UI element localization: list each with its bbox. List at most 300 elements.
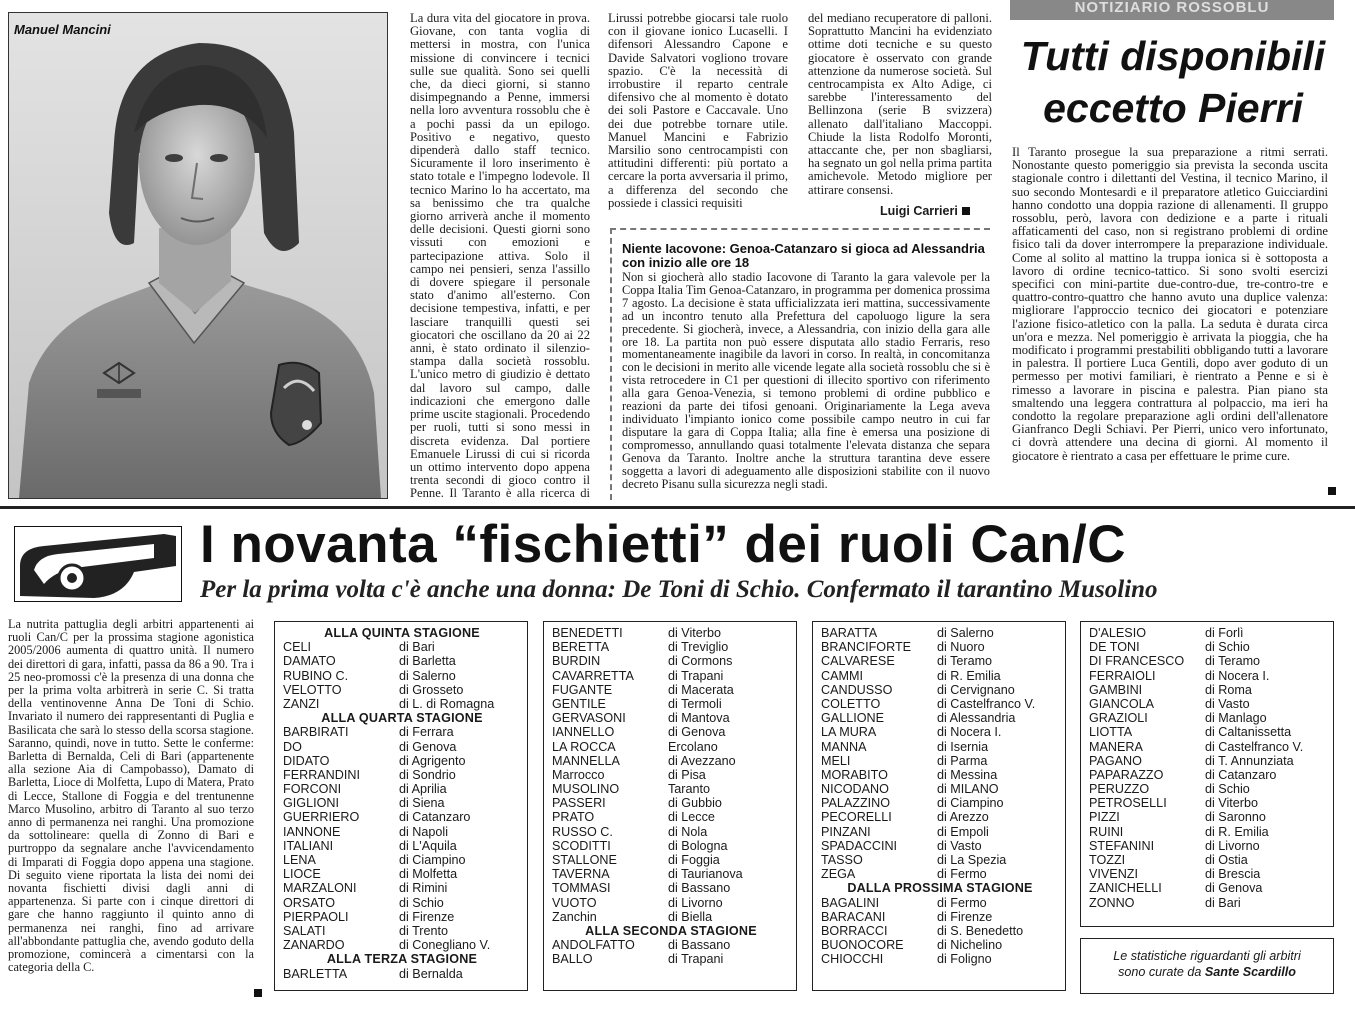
referee-town: di Barletta	[399, 654, 456, 669]
referee-name: BRANCIFORTE	[821, 640, 912, 655]
referee-name: LIOCE	[283, 867, 321, 882]
referee-row	[283, 839, 521, 853]
referee-name: MARZALONI	[283, 881, 357, 896]
referee-name: ORSATO	[283, 895, 336, 910]
referee-town: di Pisa	[668, 767, 706, 782]
referee-town: di Trapani	[668, 952, 724, 967]
referee-name: BENEDETTI	[552, 626, 623, 640]
referee-town: di Treviglio	[668, 640, 729, 655]
referee-name: DAMATO	[283, 654, 336, 669]
referee-town: di Catanzaro	[1205, 767, 1277, 782]
referee-row	[283, 683, 521, 697]
section-divider	[0, 506, 1355, 509]
referee-name: CANDUSSO	[821, 682, 893, 697]
referee-town: Taranto	[668, 782, 711, 797]
referee-row	[1089, 768, 1327, 782]
referee-row	[1089, 669, 1327, 683]
referee-town: di Manlago	[1205, 711, 1267, 726]
referee-name: IANNONE	[283, 824, 341, 839]
referee-town: di Isernia	[937, 739, 989, 754]
referee-name: LENA	[283, 853, 316, 867]
referee-town: di Forlì	[1205, 626, 1244, 640]
referee-town: di Ciampino	[937, 796, 1004, 811]
right-article-text: Il Taranto prosegue la sua preparazione a ritmi serrati. Nonostante questo pomeriggio sia prevista la seconda uscita stagionale contro i dilettanti del Vestina, il tecnico Marino, il suo secondo Montesardi e il preparatore atletico Guicciardini hanno condotto una doppia razione di allenamenti. Il gruppo rossoblu, però, lavora con dedizione e a parte i rituali affaticamenti del caso, non si registrano problemi di ordine fisico tali da dover interrompere la preparazione individuale. Come al solito al mattino la truppa ionica si è sottoposta a lavoro di ordine tecnico-tattico. Si sono svolti esercizi specifici con mini-partite due-contro-due, tre-contro-tre e quattro-contro-quattro che hanno avuto una duplice valenza: migliorare l'approccio tecnico dei giocatori e potenziare l'azione fisico-atletico con la palla. La seduta è durata circa un'ora e mezza. Nel pomeriggio è arrivata la pioggia, che ha modificato i programmi prestabiliti obbligando tutti a lavorare in palestra. Il portiere Luca Gentili, dopo aver goduto di un permesso per motivi familiari, è rientrato a Penne e si è rimesso a lavorare in piscina e palestra. Pian piano sta smaltendo una leggera contrattura al polpaccio, ma ieri ha condotto la regolare preparazione agli ordini dell'allenatore Gianfranco Degli Schiavi. Per Pierri, unico vero infortunato, ci dovrà attendere una decina di giorni. Al momento il giocatore è rientrato a casa per effettuare le prime cure.	[1012, 146, 1328, 463]
referee-name: DE TONI	[1089, 640, 1140, 655]
referee-name: MANNELLA	[552, 753, 620, 768]
referee-row	[283, 910, 521, 924]
referee-row	[821, 867, 1059, 881]
referee-town: di Schio	[399, 895, 444, 910]
referee-town: di Bologna	[668, 838, 728, 853]
player-photo	[8, 12, 388, 499]
referee-town: Ercolano	[668, 739, 718, 754]
credit-author: Sante Scardillo	[1204, 965, 1296, 979]
referee-row	[821, 711, 1059, 725]
referee-town: di Avezzano	[668, 753, 736, 768]
referee-name: ZANARDO	[283, 938, 345, 953]
referee-name: TOZZI	[1089, 853, 1126, 867]
referee-name: VIVENZI	[1089, 867, 1138, 882]
referee-name: RUBINO C.	[283, 668, 349, 683]
referee-town: di Trapani	[668, 668, 724, 683]
box-title: Niente Iacovone: Genoa-Catanzaro si gioca ad Alessandria con inizio alle ore 18	[622, 241, 985, 270]
referee-town: di Cormons	[668, 654, 733, 669]
referee-row	[552, 740, 790, 754]
referee-town: di Bari	[399, 640, 435, 655]
referee-name: ITALIANI	[283, 838, 334, 853]
referee-row	[821, 754, 1059, 768]
referee-town: di Gubbio	[668, 796, 722, 811]
referee-row	[821, 839, 1059, 853]
referee-name: LA MURA	[821, 725, 877, 740]
referees-subheadline: Per la prima volta c'è anche una donna: De Toni di Schio. Confermato il tarantino Musolino	[200, 576, 1158, 603]
referee-row	[283, 669, 521, 683]
referee-row	[552, 697, 790, 711]
referee-row	[283, 881, 521, 895]
referee-town: di Salerno	[399, 668, 456, 683]
referee-row	[283, 967, 521, 981]
referee-town: di Lecce	[668, 810, 715, 825]
referee-row	[552, 725, 790, 739]
referee-town: di Ferrara	[399, 725, 454, 740]
referee-row	[283, 725, 521, 739]
referee-town: di Castelfranco V.	[1205, 739, 1304, 754]
referee-name: PIZZI	[1089, 810, 1120, 825]
referee-row	[821, 669, 1059, 683]
referee-row	[1089, 740, 1327, 754]
referee-row	[552, 640, 790, 654]
referee-name: PERUZZO	[1089, 782, 1150, 797]
referee-town: di Firenze	[399, 909, 455, 924]
referee-town: di Catanzaro	[399, 810, 471, 825]
referee-name: PINZANI	[821, 824, 871, 839]
referee-row	[283, 896, 521, 910]
referee-row	[821, 924, 1059, 938]
referee-name: IANNELLO	[552, 725, 615, 740]
referee-name: DI FRANCESCO	[1089, 654, 1185, 669]
referee-town: di Bassano	[668, 938, 731, 953]
article-byline	[880, 204, 970, 218]
referee-name: FORCONI	[283, 782, 342, 797]
referee-town: di Trento	[399, 923, 449, 938]
referee-row	[283, 754, 521, 768]
referees-headline: I novanta “fischietti” dei ruoli Can/C	[200, 515, 1127, 574]
list-section-heading: ALLA QUINTA STAGIONE	[324, 626, 480, 640]
referee-name: BORRACCI	[821, 923, 888, 938]
article-column-2: Lirussi potrebbe giocarsi tale ruolo con il giovane ionico Lucaselli. I difensori Alessandro Capone e Davide Salvatori vogliono trovare spazio. C'è la necessità di irrobustire il reparto centrale difensivo che al momento è dotato dei soli Pastore e Caccavale. Uno dei due potrebbe tornare utile. Manuel Mancini e Fabrizio Marsilio sono centrocampisti con attitudini differenti: più portato a cercare la porta avversaria il primo, a differenza del secondo che possiede i classici requisiti	[608, 12, 788, 210]
referee-name: PETROSELLI	[1089, 796, 1167, 811]
referee-town: di MILANO	[937, 782, 999, 797]
referee-row	[1089, 640, 1327, 654]
referee-row	[283, 640, 521, 654]
referee-name: PAPARAZZO	[1089, 767, 1164, 782]
referee-name: CELI	[283, 640, 311, 655]
referee-town: di Napoli	[399, 824, 449, 839]
referee-row	[1089, 782, 1327, 796]
referee-row	[1089, 839, 1327, 853]
referee-town: di Viterbo	[668, 626, 721, 640]
referee-town: di Genova	[399, 739, 457, 754]
referee-town: di Nichelino	[937, 938, 1003, 953]
referee-row	[1089, 626, 1327, 640]
credit-line-2	[1081, 964, 1333, 980]
referee-town: di Empoli	[937, 824, 989, 839]
referee-list-3	[812, 621, 1066, 991]
referee-town: di Livorno	[668, 895, 723, 910]
referee-row	[1089, 853, 1327, 867]
referee-name: BAGALINI	[821, 895, 880, 910]
referee-row	[283, 782, 521, 796]
end-mark-icon	[962, 207, 970, 215]
referee-town: di Mantova	[668, 711, 730, 726]
referee-town: di Nocera I.	[937, 725, 1002, 740]
referee-name: LA ROCCA	[552, 739, 616, 754]
referee-name: RUSSO C.	[552, 824, 613, 839]
referee-name: BARACANI	[821, 909, 886, 924]
referee-name: STALLONE	[552, 853, 617, 867]
referee-town: di Bari	[1205, 895, 1241, 910]
referee-row	[552, 654, 790, 668]
referee-town: di Viterbo	[1205, 796, 1258, 811]
referee-name: TAVERNA	[552, 867, 610, 882]
section-kicker: NOTIZIARIO ROSSOBLU	[1010, 0, 1334, 20]
referee-town: di S. Benedetto	[937, 923, 1024, 938]
referee-name: BALLO	[552, 952, 593, 967]
referee-name: GAMBINI	[1089, 682, 1143, 697]
referee-name: NICODANO	[821, 782, 889, 797]
referee-name: BUONOCORE	[821, 938, 904, 953]
referee-row	[552, 754, 790, 768]
referee-name: PALAZZINO	[821, 796, 891, 811]
referee-name: SPADACCINI	[821, 838, 898, 853]
referee-row	[1089, 711, 1327, 725]
referee-name: FERRANDINI	[283, 767, 360, 782]
referee-row	[1089, 697, 1327, 711]
referee-row	[1089, 683, 1327, 697]
referee-name: ZANZI	[283, 696, 320, 711]
referee-row	[1089, 654, 1327, 668]
referee-name: RUINI	[1089, 824, 1124, 839]
right-headline-line-1: Tutti disponibili	[1020, 33, 1326, 79]
referees-intro-text: La nutrita pattuglia degli arbitri appartenenti ai ruoli Can/C per la prossima stagione agonistica 2005/2006 aumenta di quattro unità. Il numero dei direttori di gara, infatti, passa da 86 a 90. Tra i 25 neo-promossi c'è la presenza di una donna che per la prima volta arbitrerà in serie C. Si tratta della ventinovenne Anna De Toni di Schio. Invariato il numero dei rappresentanti di Puglia e Basilicata che sarà lo stesso della scorsa stagione. Saranno, quindi, nove in tutto. Sette le conferme: Barletta di Bernalda, Celi di Bari (appartenente alla sezione Aia di Campobasso), Damato di Barletta, Lioce di Molfetta, Lupo di Matera, Prato di Lecce, Stallone di Foggia e del trentunenne Marco Musolino, arbitro di Taranto al suo terzo anno di permanenza nei ranghi. Una promozione da sottolineare: quella di Zonno di Bari e purtroppo da segnalare anche l'avvicendamento di Imparati di Foggia dopo appena una stagione. Di seguito viene riportata la lista dei nomi dei novanta fischietti divisi dagli anni di appartenenza. Si parte con i cinque direttori di gare che hanno raggiunto il quinto anno di permanenza nei ranghi, fino ad arrivare all'abbondante pattuglia che, avendo goduto della promozione, comincerà a cimentarsi con la categoria della C.	[8, 618, 254, 974]
referee-name: ZONNO	[1089, 895, 1135, 910]
referee-row	[283, 924, 521, 938]
referee-name: MELI	[821, 753, 851, 768]
referee-town: di Agrigento	[399, 753, 466, 768]
referee-town: di Sondrio	[399, 767, 456, 782]
referee-row	[821, 825, 1059, 839]
referee-name: BERETTA	[552, 640, 610, 655]
referee-row	[283, 697, 521, 711]
referee-row	[821, 938, 1059, 952]
referee-row	[552, 881, 790, 895]
referee-row	[552, 896, 790, 910]
referee-name: VELOTTO	[283, 682, 342, 697]
referee-town: di Caltanissetta	[1205, 725, 1292, 740]
referee-row	[552, 853, 790, 867]
referee-name: PAGANO	[1089, 753, 1142, 768]
end-mark-icon	[254, 989, 262, 997]
referee-town: di Salerno	[937, 626, 994, 640]
referee-town: di Teramo	[937, 654, 993, 669]
referee-name: DO	[283, 739, 302, 754]
referee-name: ZANICHELLI	[1089, 881, 1162, 896]
referee-town: di Ciampino	[399, 853, 466, 867]
referee-name: ZEGA	[821, 867, 856, 882]
box-text: Non si giocherà allo stadio Iacovone di Taranto la gara valevole per la Coppa Italia Tim Genoa-Catanzaro, in programma per domenica prossima 7 agosto. La decisione è stata ufficializzata ieri mattina, successivamente ad un incontro tenuto alla Prefettura del capoluogo ligure la sera precedente. Si giocherà, invece, a Alessandria, con inizio della gara alle ore 18. La partita non può essere disputata allo stadio Ferraris, reso momentaneamente inagibile da lavori in corso. In realtà, in concomitanza con le decisioni in merito alle vicende legate alla società rossoblu che si è vista retrocedere in C1 per questioni di illecito sportivo con riferimento alla gara Genoa-Venezia, si temono problemi di ordine pubblico e reazioni da parte dei tifosi genoani. Originariamente la Lega aveva individuato l'impianto ionico come possibile campo neutro in cui far disputare la gara di Coppa Italia; alla fine è emersa una posizione di compromesso, annullando quasi totalmente l'elevata distanza che separa Genova da Taranto. Inoltre anche la struttura tarantina deve essere soggetta a lavori di adeguamento alle disposizioni stabilite con il nuovo decreto Pisanu sulla sicurezza negli stadi.	[622, 270, 990, 491]
referee-row	[283, 654, 521, 668]
referee-row	[552, 768, 790, 782]
referee-row	[552, 910, 790, 924]
referee-town: di Biella	[668, 909, 713, 924]
referee-town: di Livorno	[1205, 838, 1260, 853]
referee-row	[821, 796, 1059, 810]
referee-row	[1089, 867, 1327, 881]
referee-name: PIERPAOLI	[283, 909, 349, 924]
referee-list-4	[1080, 621, 1334, 927]
referee-name: CAMMI	[821, 668, 863, 683]
referee-town: di Siena	[399, 796, 445, 811]
referee-name: D'ALESIO	[1089, 626, 1146, 640]
referee-name: COLETTO	[821, 696, 881, 711]
referee-row	[552, 782, 790, 796]
referee-town: di Brescia	[1205, 867, 1261, 882]
referee-town: di Genova	[1205, 881, 1263, 896]
referee-name: PECORELLI	[821, 810, 892, 825]
list-section-heading: ALLA QUARTA STAGIONE	[321, 711, 483, 726]
referee-row	[821, 697, 1059, 711]
referee-town: di Molfetta	[399, 867, 458, 882]
referee-row	[552, 825, 790, 839]
referee-row	[283, 867, 521, 881]
referee-row	[552, 683, 790, 697]
referee-town: di Fermo	[937, 867, 987, 882]
referee-row	[821, 810, 1059, 824]
referee-row	[283, 853, 521, 867]
referee-name: BARBIRATI	[283, 725, 349, 740]
referee-name: STEFANINI	[1089, 838, 1155, 853]
referee-town: di Vasto	[1205, 696, 1250, 711]
referee-row	[283, 938, 521, 952]
referee-name: GENTILE	[552, 696, 606, 711]
referee-row	[283, 740, 521, 754]
referee-row	[283, 825, 521, 839]
photo-caption: Manuel Mancini	[14, 22, 111, 37]
referee-row	[552, 711, 790, 725]
referee-name: ANDOLFATTO	[552, 938, 635, 953]
referee-town: di Grosseto	[399, 682, 464, 697]
referee-town: di Cervignano	[937, 682, 1015, 697]
referee-row	[552, 810, 790, 824]
referee-town: di Rimini	[399, 881, 448, 896]
referee-town: di Nocera I.	[1205, 668, 1270, 683]
referee-name: FERRAIOLI	[1089, 668, 1156, 683]
right-headline	[1008, 30, 1338, 134]
referee-town: di L'Aquila	[399, 838, 457, 853]
referee-town: di L. di Romagna	[399, 696, 495, 711]
referee-row	[821, 910, 1059, 924]
referee-name: PRATO	[552, 810, 595, 825]
referee-row	[552, 626, 790, 640]
referee-row	[552, 938, 790, 952]
referee-town: di Saronno	[1205, 810, 1266, 825]
referee-town: di Genova	[668, 725, 726, 740]
referee-town: di Aprilia	[399, 782, 447, 797]
referee-row	[1089, 896, 1327, 910]
referee-row	[821, 683, 1059, 697]
referee-row	[1089, 810, 1327, 824]
statistics-credit-box	[1080, 938, 1334, 994]
credit-line-1: Le statistiche riguardanti gli arbitri	[1113, 949, 1301, 963]
referee-name: GIGLIONI	[283, 796, 339, 811]
referee-row	[1089, 825, 1327, 839]
referee-row	[821, 725, 1059, 739]
referee-row	[821, 626, 1059, 640]
referee-name: MORABITO	[821, 767, 888, 782]
article-column-1: La dura vita del giocatore in prova. Giovane, con tanta voglia di mettersi in mostra, con l'unica missione di convincere i tecnici sulle sue qualità. Sono sei quelli che, da dieci giorni, si stanno disimpegnando a Penne, immersi nella loro avventura rossoblu che è a pochi passi da un epilogo. Positivo e negativo, questo dipenderà dallo staff tecnico. Sicuramente il loro inserimento è stato totale e l'impegno lodevole. Il tecnico Marino lo ha accertato, ma sa benissimo che tra qualche giorno arriverà anche il momento delle decisioni. Questi giorni sono vissuti con emozioni e partecipazione attiva. Solo il campo nei pensieri, senza l'assillo di dovere spiegare il personale stato d'animo all'esterno. Con decisione tempestiva, infatti, e per lasciare tranquilli questi sei giocatori che oscillano da 20 ai 22 anni, è stato ordinato il silenzio-stampa dalla società rossoblu. L'unico metro di giudizio è dettato dal lavoro sul campo, dalle indicazioni che emergono dalle prime uscite stagionali. Procedendo per ruoli, tutti si sono messi in discreta evidenza. Dal portiere Emanuele Lirussi di cui si ricorda un ottimo intervento dopo appena trenta secondi di gioco contro il Penne. Il Taranto è alla ricerca di	[410, 12, 590, 500]
referee-town: di Teramo	[1205, 654, 1261, 669]
referee-name: SALATI	[283, 923, 326, 938]
referee-town: di Nuoro	[937, 640, 985, 655]
referee-row	[821, 782, 1059, 796]
referee-town: di La Spezia	[937, 853, 1007, 867]
referee-row	[552, 867, 790, 881]
referee-name: PASSERI	[552, 796, 606, 811]
list-section-heading: DALLA PROSSIMA STAGIONE	[847, 881, 1033, 896]
referee-town: di Messina	[937, 767, 998, 782]
referee-row	[821, 768, 1059, 782]
referee-town: di Parma	[937, 753, 988, 768]
referee-name: VUOTO	[552, 895, 597, 910]
referee-town: di Castelfranco V.	[937, 696, 1036, 711]
referee-row	[1089, 725, 1327, 739]
referee-name: GERVASONI	[552, 711, 626, 726]
referee-name: BURDIN	[552, 654, 601, 669]
referee-row	[1089, 881, 1327, 895]
referee-name: CAVARRETTA	[552, 668, 634, 683]
list-section-heading: ALLA SECONDA STAGIONE	[585, 923, 757, 938]
referee-row	[552, 796, 790, 810]
referee-row	[552, 669, 790, 683]
referee-town: di Foggia	[668, 853, 720, 867]
referee-name: GUERRIERO	[283, 810, 360, 825]
referee-town: di Arezzo	[937, 810, 989, 825]
right-headline-line-2: eccetto Pierri	[1043, 85, 1303, 131]
referee-name: Zanchin	[552, 909, 597, 924]
referee-town: di T. Annunziata	[1205, 753, 1294, 768]
referee-name: TOMMASI	[552, 881, 611, 896]
referee-row	[552, 952, 790, 966]
referee-name: CALVARESE	[821, 654, 895, 669]
referee-row	[821, 640, 1059, 654]
player-portrait-image	[9, 13, 387, 498]
referee-name: GALLIONE	[821, 711, 884, 726]
referee-name: SCODITTI	[552, 838, 611, 853]
referee-row	[283, 810, 521, 824]
referee-town: di Roma	[1205, 682, 1252, 697]
referee-town: di Bassano	[668, 881, 731, 896]
referee-row	[821, 654, 1059, 668]
referee-name: LIOTTA	[1089, 725, 1133, 740]
referee-town: di Bernalda	[399, 966, 463, 981]
list-section-heading: ALLA TERZA STAGIONE	[326, 952, 478, 967]
referee-town: di Schio	[1205, 640, 1250, 655]
referee-row	[283, 796, 521, 810]
referee-name: MANNA	[821, 739, 867, 754]
referee-town: di Schio	[1205, 782, 1250, 797]
referee-town: di Taurianova	[668, 867, 743, 882]
referee-town: di Macerata	[668, 682, 734, 697]
referee-name: GIANCOLA	[1089, 696, 1155, 711]
referee-row	[821, 740, 1059, 754]
referee-name: GRAZIOLI	[1089, 711, 1148, 726]
referee-town: di Vasto	[937, 838, 982, 853]
referee-row	[821, 952, 1059, 966]
referee-town: di Fermo	[937, 895, 987, 910]
referee-name: DIDATO	[283, 753, 330, 768]
referee-town: di Alessandria	[937, 711, 1016, 726]
referee-row	[821, 853, 1059, 867]
referee-name: TASSO	[821, 853, 863, 867]
referee-name: MUSOLINO	[552, 782, 620, 797]
referee-name: BARLETTA	[283, 966, 348, 981]
referee-town: di Ostia	[1205, 853, 1248, 867]
referee-list-2	[543, 621, 797, 991]
referee-town: di Nola	[668, 824, 708, 839]
referee-name: FUGANTE	[552, 682, 613, 697]
referee-row	[283, 768, 521, 782]
referee-name: MANERA	[1089, 739, 1143, 754]
referee-town: di Termoli	[668, 696, 722, 711]
referee-town: di Foligno	[937, 952, 992, 967]
credit-prefix: sono curate da	[1118, 965, 1202, 979]
referee-name: BARATTA	[821, 626, 878, 640]
referee-town: di R. Emilia	[937, 668, 1001, 683]
referee-town: di Conegliano V.	[399, 938, 491, 953]
referee-list-1	[274, 621, 528, 991]
referee-name: Marrocco	[552, 767, 605, 782]
news-box	[610, 228, 990, 500]
referee-town: di Firenze	[937, 909, 993, 924]
article-column-3: del mediano recuperatore di palloni. Soprattutto Mancini ha evidenziato ottime doti tecniche e su questo giocatore è osservato con grande attenzione da numerose società. Sul centrocampista ex Alto Adige, ci sarebbe l'interessamento del Bellinzona (serie B svizzera) allenato dall'italiano Maccoppi. Chiude la lista Rodolfo Moronti, attaccante che, per non sbagliarsi, ha segnato un gol nella prima partita amichevole. Metodo migliore per attirare consensi.	[808, 12, 992, 197]
referee-row	[821, 896, 1059, 910]
whistle-icon	[14, 526, 182, 602]
referee-town: di R. Emilia	[1205, 824, 1269, 839]
referee-name: CHIOCCHI	[821, 952, 884, 967]
referee-row	[1089, 754, 1327, 768]
referee-row	[552, 839, 790, 853]
byline-author: Luigi Carrieri	[880, 204, 958, 218]
